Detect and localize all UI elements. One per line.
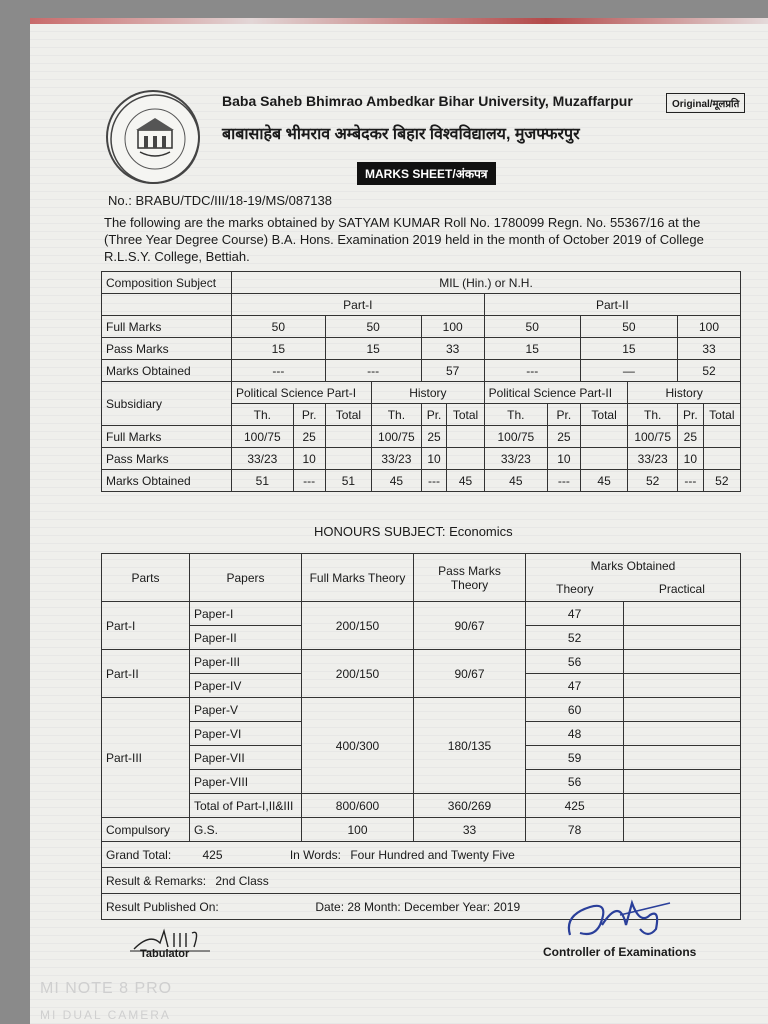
- row-label: Marks Obtained: [102, 360, 232, 382]
- in-words-value: Four Hundred and Twenty Five: [350, 847, 515, 862]
- compulsory-theory: 78: [526, 818, 624, 842]
- honours-header-row: [102, 554, 741, 578]
- cell: 50: [232, 316, 326, 338]
- published-label: Result Published On:: [106, 899, 219, 914]
- col-header: Th.: [372, 404, 422, 426]
- composition-part1: Part-I: [232, 294, 485, 316]
- theory-cell: 56: [526, 650, 624, 674]
- theory-header: Theory: [526, 578, 624, 602]
- table-row: [102, 448, 741, 470]
- published-date: Date: 28 Month: December Year: 2019: [315, 899, 521, 914]
- cell: 15: [484, 338, 580, 360]
- controller-signature: [560, 895, 680, 950]
- tabulator-label: Tabulator: [140, 948, 190, 960]
- practical-cell: [624, 626, 741, 650]
- cell: 52: [628, 470, 678, 492]
- cell: ---: [232, 360, 326, 382]
- total-theory: 425: [526, 794, 624, 818]
- cell: ---: [293, 470, 325, 492]
- cell: 10: [293, 448, 325, 470]
- cell: —: [580, 360, 677, 382]
- cell: 15: [325, 338, 421, 360]
- composition-parts-row: [102, 294, 741, 316]
- paper-name: Paper-VII: [190, 746, 302, 770]
- table-row: [102, 360, 741, 382]
- cell: 45: [372, 470, 422, 492]
- cell: 100/75: [484, 426, 547, 448]
- total-full: 800/600: [302, 794, 414, 818]
- total-row: [102, 794, 741, 818]
- col-header: Pr.: [293, 404, 325, 426]
- full-marks-cell: 200/150: [302, 650, 414, 698]
- part-label: Part-I: [102, 602, 190, 650]
- compulsory-row: [102, 818, 741, 842]
- theory-cell: 56: [526, 770, 624, 794]
- parts-header: Parts: [102, 554, 190, 602]
- university-name-hindi: बाबासाहेब भीमराव अम्बेदकर बिहार विश्वविद्यालय, मुजफ्फरपुर: [222, 126, 580, 143]
- cell: 25: [421, 426, 447, 448]
- camera-watermark-model: MI NOTE 8 PRO: [40, 980, 173, 997]
- subsidiary-label: Subsidiary: [102, 382, 232, 426]
- cell: 25: [677, 426, 703, 448]
- result-cell: [102, 868, 741, 894]
- grand-total-value: 425: [202, 847, 223, 862]
- col-header: Total: [447, 404, 484, 426]
- intro-statement: The following are the marks obtained by SATYAM KUMAR Roll No. 1780099 Regn. No. 55367/16 at the (Three Year Degree Course) B.A. Hons. Examination 2019 held in the month of October 2019 of College R.L.S.Y. College, Bettiah.: [104, 215, 704, 264]
- practical-cell: [624, 722, 741, 746]
- cell: 10: [421, 448, 447, 470]
- cell: 10: [547, 448, 580, 470]
- subsidiary-group1: Political Science Part-I: [232, 382, 372, 404]
- pass-marks-header: Pass Marks Theory: [414, 554, 526, 602]
- paper-name: Paper-VI: [190, 722, 302, 746]
- full-marks-header: Full Marks Theory: [302, 554, 414, 602]
- col-header: Total: [703, 404, 740, 426]
- cell: 15: [232, 338, 326, 360]
- in-words-label: In Words:: [289, 847, 341, 862]
- composition-subject: MIL (Hin.) or N.H.: [232, 272, 741, 294]
- practical-cell: [624, 818, 741, 842]
- cell: 100/75: [372, 426, 422, 448]
- composition-header-row: [102, 272, 741, 294]
- cell: [447, 448, 484, 470]
- cell: 45: [580, 470, 628, 492]
- practical-header: Practical: [624, 578, 741, 602]
- theory-cell: 60: [526, 698, 624, 722]
- camera-watermark-dual: MI DUAL CAMERA: [40, 1008, 171, 1022]
- total-label: Total of Part-I,II&III: [190, 794, 302, 818]
- practical-cell: [624, 650, 741, 674]
- col-header: Th.: [484, 404, 547, 426]
- practical-cell: [624, 602, 741, 626]
- row-label: Pass Marks: [102, 338, 232, 360]
- cell: 33/23: [232, 448, 294, 470]
- cell: 50: [325, 316, 421, 338]
- cell: ---: [484, 360, 580, 382]
- blank-cell: [102, 294, 232, 316]
- cell: 33/23: [628, 448, 678, 470]
- row-label: Marks Obtained: [102, 470, 232, 492]
- university-seal-icon: [108, 92, 202, 186]
- cell: 51: [325, 470, 371, 492]
- table-row: [102, 602, 741, 626]
- composition-label: Composition Subject: [102, 272, 232, 294]
- practical-cell: [624, 698, 741, 722]
- table-row: [102, 338, 741, 360]
- part-label: Part-II: [102, 650, 190, 698]
- cell: 25: [293, 426, 325, 448]
- col-header: Pr.: [421, 404, 447, 426]
- cell: 57: [421, 360, 484, 382]
- subsidiary-group2: Political Science Part-II: [484, 382, 628, 404]
- theory-cell: 47: [526, 602, 624, 626]
- col-header: Total: [325, 404, 371, 426]
- cell: 100: [677, 316, 740, 338]
- row-label: Full Marks: [102, 316, 232, 338]
- col-header: Pr.: [677, 404, 703, 426]
- col-header: Total: [580, 404, 628, 426]
- serial-number: No.: BRABU/TDC/III/18-19/MS/087138: [108, 193, 332, 208]
- cell: [580, 426, 628, 448]
- paper-name: Paper-I: [190, 602, 302, 626]
- composition-subsidiary-table: [101, 271, 741, 492]
- table-row: [102, 316, 741, 338]
- cell: 45: [484, 470, 547, 492]
- pass-marks-cell: 90/67: [414, 650, 526, 698]
- cell: ---: [677, 470, 703, 492]
- cell: ---: [547, 470, 580, 492]
- theory-cell: 52: [526, 626, 624, 650]
- theory-cell: 59: [526, 746, 624, 770]
- pass-marks-cell: 180/135: [414, 698, 526, 794]
- practical-cell: [624, 746, 741, 770]
- cell: 100/75: [628, 426, 678, 448]
- cell: 100/75: [232, 426, 294, 448]
- cell: 52: [677, 360, 740, 382]
- paper-name: Paper-IV: [190, 674, 302, 698]
- university-name-english: Baba Saheb Bhimrao Ambedkar Bihar University, Muzaffarpur: [222, 93, 633, 109]
- cell: 25: [547, 426, 580, 448]
- grand-total-row: [102, 842, 741, 868]
- result-value: 2nd Class: [215, 873, 269, 888]
- cell: [325, 426, 371, 448]
- compulsory-full: 100: [302, 818, 414, 842]
- cell: [325, 448, 371, 470]
- marks-sheet-title: MARKS SHEET/अंकपत्र: [357, 162, 496, 185]
- cell: 52: [703, 470, 740, 492]
- cell: 33/23: [372, 448, 422, 470]
- part-label: Part-III: [102, 698, 190, 818]
- row-label: Pass Marks: [102, 448, 232, 470]
- compulsory-paper: G.S.: [190, 818, 302, 842]
- cell: 51: [232, 470, 294, 492]
- pass-marks-cell: 90/67: [414, 602, 526, 650]
- cell: 15: [580, 338, 677, 360]
- subsidiary-header-row: [102, 382, 741, 404]
- papers-header: Papers: [190, 554, 302, 602]
- honours-subject-title: HONOURS SUBJECT: Economics: [314, 524, 513, 539]
- paper-name: Paper-II: [190, 626, 302, 650]
- university-logo-icon: [106, 90, 200, 184]
- composition-part2: Part-II: [484, 294, 740, 316]
- total-pass: 360/269: [414, 794, 526, 818]
- cell: ---: [421, 470, 447, 492]
- row-label: Full Marks: [102, 426, 232, 448]
- grand-total-label: Grand Total:: [106, 847, 172, 862]
- cell: ---: [325, 360, 421, 382]
- controller-label: Controller of Examinations: [543, 945, 697, 959]
- controller-signature-icon: [560, 895, 680, 945]
- grand-total-cell: [102, 842, 741, 868]
- full-marks-cell: 200/150: [302, 602, 414, 650]
- cell: [580, 448, 628, 470]
- cell: [447, 426, 484, 448]
- col-header: Th.: [628, 404, 678, 426]
- cell: 50: [580, 316, 677, 338]
- compulsory-label: Compulsory: [102, 818, 190, 842]
- col-header: Pr.: [547, 404, 580, 426]
- paper-name: Paper-V: [190, 698, 302, 722]
- cell: 100: [421, 316, 484, 338]
- col-header: Th.: [232, 404, 294, 426]
- cell: 45: [447, 470, 484, 492]
- practical-cell: [624, 770, 741, 794]
- practical-cell: [624, 674, 741, 698]
- cell: [703, 448, 740, 470]
- cell: 10: [677, 448, 703, 470]
- cell: 33/23: [484, 448, 547, 470]
- original-badge: Original/मूलप्रति: [666, 93, 745, 113]
- practical-cell: [624, 794, 741, 818]
- theory-cell: 48: [526, 722, 624, 746]
- table-row: [102, 650, 741, 674]
- marks-obtained-header: Marks Obtained: [526, 554, 741, 578]
- cell: [703, 426, 740, 448]
- cell: 33: [677, 338, 740, 360]
- theory-cell: 47: [526, 674, 624, 698]
- cell: 50: [484, 316, 580, 338]
- paper-name: Paper-III: [190, 650, 302, 674]
- paper-name: Paper-VIII: [190, 770, 302, 794]
- full-marks-cell: 400/300: [302, 698, 414, 794]
- result-label: Result & Remarks:: [106, 873, 207, 888]
- table-row: [102, 698, 741, 722]
- subsidiary-group2-history: History: [628, 382, 741, 404]
- subsidiary-group1-history: History: [372, 382, 485, 404]
- result-row: [102, 868, 741, 894]
- honours-table: [101, 553, 741, 920]
- cell: 33: [421, 338, 484, 360]
- page-edge-stripe: [30, 18, 768, 24]
- table-row: [102, 426, 741, 448]
- compulsory-pass: 33: [414, 818, 526, 842]
- table-row: [102, 470, 741, 492]
